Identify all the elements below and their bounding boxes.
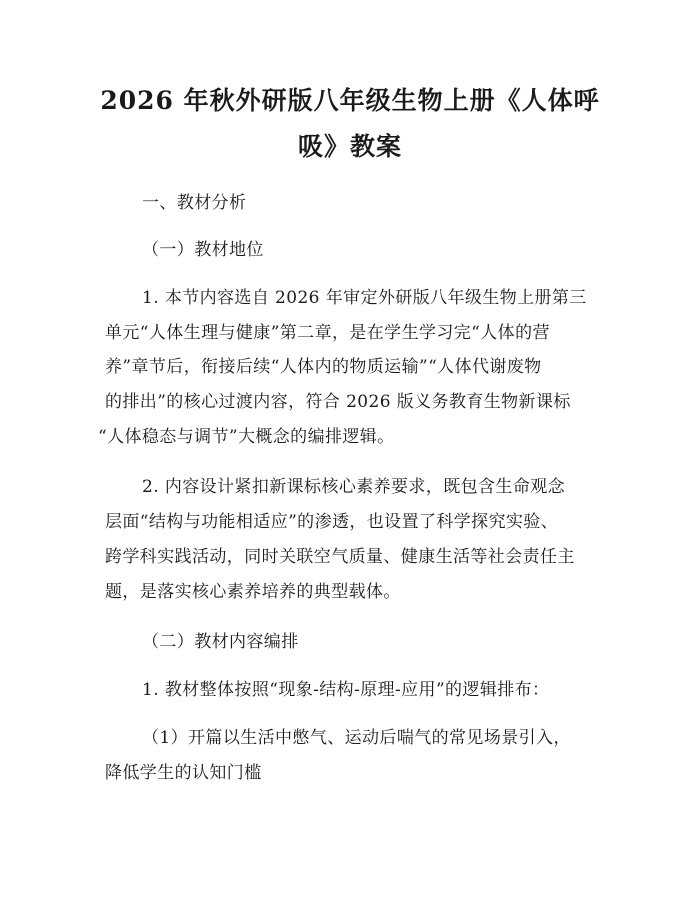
paragraph-1-line-2: 单元“人体生理与健康”第二章，是在学生学习完“人体的营 bbox=[105, 323, 550, 343]
paragraph-1-line-3: 养”章节后，衔接后续“人体内的物质运输”“人体代谢废物 bbox=[105, 357, 542, 377]
paragraph-4-line-2: 降低学生的认知门槛 bbox=[105, 763, 262, 783]
subsection-heading-content-arrangement: （二）教材内容编排 bbox=[142, 632, 299, 652]
section-heading-textbook-analysis: 一、教材分析 bbox=[142, 193, 247, 213]
document-title-line-2: 吸》教案 bbox=[297, 132, 402, 161]
paragraph-1-line-1: 1. 本节内容选自 2026 年审定外研版八年级生物上册第三 bbox=[142, 288, 587, 308]
paragraph-2-line-2: 层面“结构与功能相适应”的渗透，也设置了科学探究实验、 bbox=[105, 512, 559, 532]
paragraph-1-line-4: 的排出”的核心过渡内容，符合 2026 版义务教育生物新课标 bbox=[105, 392, 571, 412]
paragraph-4-line-1: （1）开篇以生活中憋气、运动后喘气的常见场景引入， bbox=[142, 728, 571, 748]
subsection-heading-textbook-status: （一）教材地位 bbox=[142, 240, 264, 260]
paragraph-3-line-1: 1. 教材整体按照“现象-结构-原理-应用”的逻辑排布： bbox=[142, 680, 550, 700]
paragraph-2-line-3: 跨学科实践活动，同时关联空气质量、健康生活等社会责任主 bbox=[105, 547, 575, 567]
paragraph-2-line-1: 2. 内容设计紧扣新课标核心素养要求，既包含生命观念 bbox=[142, 477, 566, 497]
document-title-line-1: 2026 年秋外研版八年级生物上册《人体呼 bbox=[100, 86, 600, 115]
paragraph-1-line-5: “人体稳态与调节”大概念的编排逻辑。 bbox=[98, 427, 395, 447]
paragraph-2-line-4: 题，是落实核心素养培养的典型载体。 bbox=[105, 582, 401, 602]
